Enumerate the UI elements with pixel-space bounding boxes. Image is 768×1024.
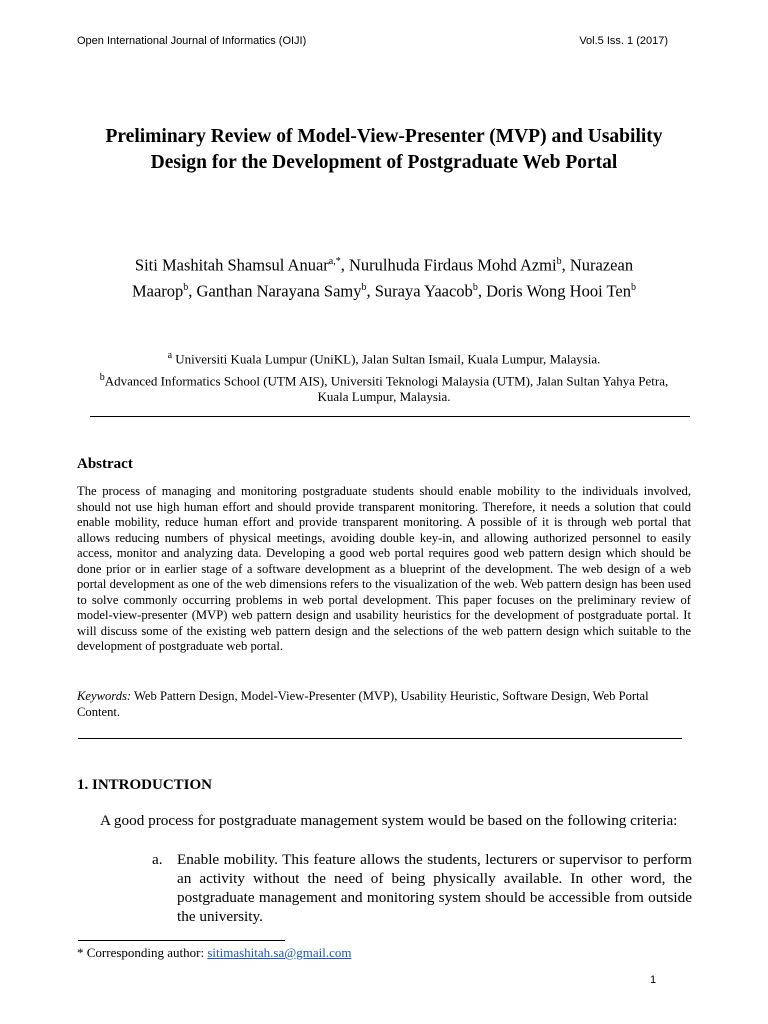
email-link[interactable]: sitimashitah.sa@gmail.com — [207, 945, 352, 960]
keywords-label: Keywords: — [77, 689, 132, 703]
author-affil-sup: b — [556, 256, 562, 267]
author-affil-sup: b — [472, 282, 478, 293]
page-number: 1 — [650, 974, 657, 986]
author-affil-sup: b — [631, 282, 637, 293]
divider — [78, 738, 682, 739]
list-item-text: Enable mobility. This feature allows the students, lecturers or supervisor to perform an activity without the need of being physically available. In other word, the postgraduate management and monitoring system should be accessible from outside the university. — [177, 851, 692, 925]
affiliation-text: Universiti Kuala Lumpur (UniKL), Jalan Sultan Ismail, Kuala Lumpur, Malaysia. — [172, 351, 601, 367]
affiliation-marker: a — [167, 350, 173, 361]
affiliation-text: Advanced Informatics School (UTM AIS), Universiti Teknologi Malaysia (UTM), Jalan Sultan Yahya Petra, Kuala Lumpur, Malaysia. — [104, 373, 669, 405]
affiliation-b — [84, 370, 684, 405]
paragraph — [77, 812, 691, 830]
author-name: , Nurulhuda Firdaus Mohd Azmi — [340, 255, 557, 275]
affiliation-marker: b — [99, 372, 105, 383]
footnote — [77, 945, 351, 961]
author-name: , Doris Wong Hooi Ten — [477, 281, 632, 301]
author-name: , Ganthan Narayana Samy — [188, 281, 362, 301]
author-name: , Suraya Yaacob — [366, 281, 473, 301]
paper-title: Preliminary Review of Model-View-Presenter (MVP) and Usability Design for the Development of Postgraduate Web Portal — [105, 126, 663, 173]
volume-info: Vol.5 Iss. 1 (2017) — [579, 35, 668, 47]
keywords — [77, 688, 691, 720]
abstract-body: The process of managing and monitoring postgraduate students should enable mobility to the individuals involved, should not use high human effort and should provide transparent monitoring. Therefore, it needs a solution that could enable mobility, reduce human effort and provide transparent monitoring. A possible of it is through web portal that allows reducing numbers of physical meetings, avoiding double key-in, and allowing authorized personnel to easily access, monitor and analyzing data. Developing a good web portal requires good web pattern design which should be done prior or in earlier stage of a software development as a blueprint of the development. The web design of a web portal development as one of the web dimensions refers to the visualization of the web. Web pattern design has been used to solve commonly occurring problems in web portal development. This paper focuses on the preliminary review of model-view-presenter (MVP) web pattern design and usability heuristics for the development of postgraduate portal. It will discuss some of the existing web pattern design and the selections of the web pattern design which suitable to the development of postgraduate web portal. — [77, 484, 691, 653]
author-name: , Nurazean Maarop — [131, 255, 634, 301]
paragraph-text: A good process for postgraduate management system would be based on the following criteria: — [100, 812, 678, 829]
author-name: Siti Mashitah Shamsul Anuar — [134, 255, 329, 275]
divider — [90, 416, 690, 417]
section-heading: 1. INTRODUCTION — [77, 777, 213, 793]
author-affil-sup: a,* — [328, 256, 341, 267]
author-affil-sup: b — [183, 282, 189, 293]
list-marker: a. — [152, 851, 163, 868]
keywords-text: Web Pattern Design, Model-View-Presenter (MVP), Usability Heuristic, Software Design, Web Portal Content. — [77, 689, 649, 719]
footnote-label: * Corresponding author: — [77, 945, 208, 960]
affiliation-a — [84, 348, 684, 367]
journal-name: Open International Journal of Informatics (OIJI) — [77, 35, 307, 47]
footnote-rule — [78, 940, 285, 941]
author-list — [130, 251, 638, 303]
author-affil-sup: b — [361, 282, 367, 293]
abstract-heading: Abstract — [77, 456, 133, 472]
